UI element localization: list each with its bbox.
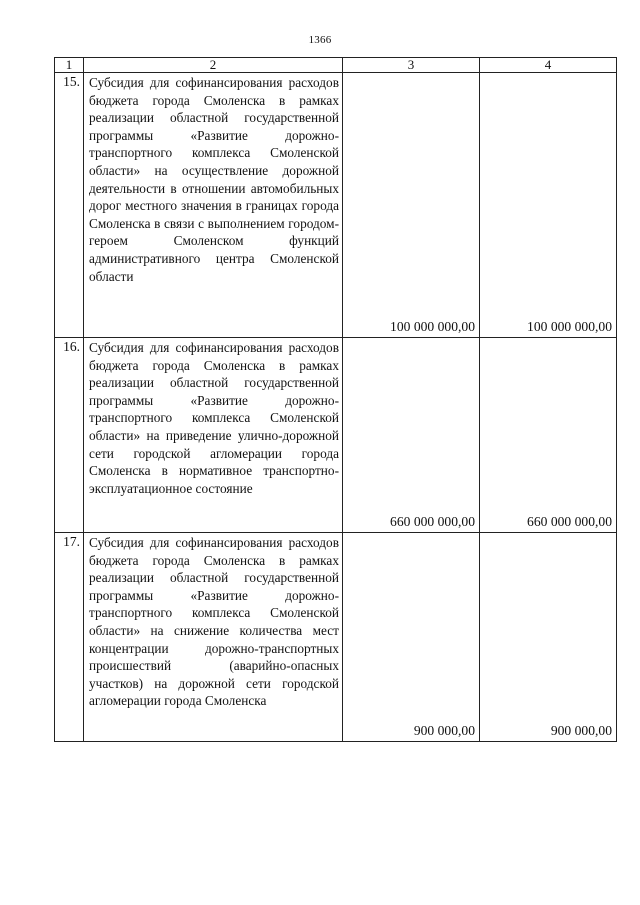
header-col-3: 3 xyxy=(343,58,480,73)
row-amount-col4: 100 000 000,00 xyxy=(480,73,617,338)
row-number: 16. xyxy=(55,338,84,533)
table-row xyxy=(55,338,617,533)
row-amount-col3: 100 000 000,00 xyxy=(343,73,480,338)
page-number: 1366 xyxy=(308,34,332,46)
header-col-1: 1 xyxy=(55,58,84,73)
row-amount-col3: 900 000,00 xyxy=(343,533,480,742)
row-amount-col4: 900 000,00 xyxy=(480,533,617,742)
row-description: Субсидия для софинансирования расходов бюджета города Смоленска в рамках реализации областной государственной программы «Развитие дорожно-транспортного комплекса Смоленской области» на осуществление дорожной деятельности в отношении автомобильных дорог местного значения в границах города Смоленска в связи с выполнением городом-героем Смоленском функций административного центра Смоленской области xyxy=(84,73,343,338)
subsidy-table xyxy=(54,57,617,742)
row-amount-col4: 660 000 000,00 xyxy=(480,338,617,533)
row-number: 15. xyxy=(55,73,84,338)
row-number: 17. xyxy=(55,533,84,742)
header-col-4: 4 xyxy=(480,58,617,73)
row-amount-col3: 660 000 000,00 xyxy=(343,338,480,533)
table-header-row xyxy=(55,58,617,73)
row-description: Субсидия для софинансирования расходов бюджета города Смоленска в рамках реализации областной государственной программы «Развитие дорожно-транспортного комплекса Смоленской области» на приведение улично-дорожной сети городской агломерации города Смоленска в нормативное транспортно-эксплуатационное состояние xyxy=(84,338,343,533)
table-row xyxy=(55,533,617,742)
table-row xyxy=(55,73,617,338)
row-description: Субсидия для софинансирования расходов бюджета города Смоленска в рамках реализации областной государственной программы «Развитие дорожно-транспортного комплекса Смоленской области» на снижение количества мест концентрации дорожно-транспортных происшествий (аварийно-опасных участков) на дорожной сети городской агломерации города Смоленска xyxy=(84,533,343,742)
header-col-2: 2 xyxy=(84,58,343,73)
